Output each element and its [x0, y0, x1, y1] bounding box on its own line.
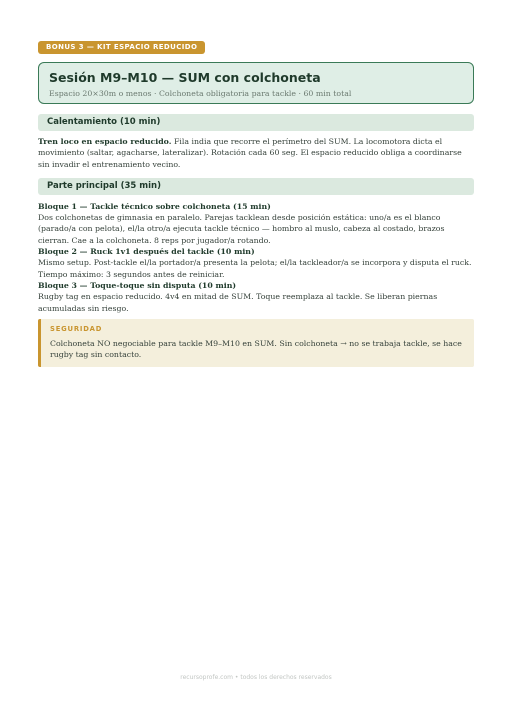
session-subtitle: Espacio 20×30m o menos · Colchoneta obligatoria para tackle · 60 min total [49, 89, 352, 98]
block-title: Bloque 2 — Ruck 1v1 después del tackle (10 min) [38, 247, 255, 257]
callout-label: SEGURIDAD [50, 324, 103, 333]
warmup-text: Fila india que recorre el perímetro del SUM. La locomotora dicta el movimiento (saltar, agacharse, lateralizar). Rotación cada 60 seg. El espacio reducido obliga a coordinarse sin invadir el entrenamiento vecino. [38, 137, 462, 169]
main-heading: Parte principal (35 min) [38, 178, 474, 195]
session-header [38, 62, 474, 104]
block-title: Bloque 1 — Tackle técnico sobre colchoneta (15 min) [38, 201, 271, 211]
safety-callout [38, 319, 474, 368]
document-page [38, 34, 474, 367]
bonus-badge: BONUS 3 — KIT ESPACIO REDUCIDO [38, 41, 205, 54]
warmup-heading: Calentamiento (10 min) [38, 114, 474, 131]
block-text: Mismo setup. Post-tackle el/la portador/a presenta la pelota; el/la tackleador/a se incorpora y disputa el ruck. Tiempo máximo: 3 segundos antes de reiniciar. [38, 258, 472, 279]
warmup-lead: Tren loco en espacio reducido. [38, 137, 172, 146]
block-item [38, 201, 474, 246]
session-title: Sesión M9–M10 — SUM con colchoneta [49, 70, 321, 85]
block-text: Dos colchonetas de gimnasia en paralelo. Parejas tacklean desde posición estática: uno/a es el blanco (parado/a con pelota), el/la otro/a ejecuta tackle técnico — hombro al muslo, cabeza al costado, brazos cierran. Cae a la colchoneta. 8 reps por jugador/a rotando. [38, 213, 445, 245]
block-item [38, 246, 474, 280]
block-title: Bloque 3 — Toque-toque sin disputa (10 min) [38, 280, 237, 290]
block-text: Rugby tag en espacio reducido. 4v4 en mitad de SUM. Toque reemplaza al tackle. Se liberan piernas acumuladas sin riesgo. [38, 292, 438, 313]
warmup-paragraph [38, 136, 474, 170]
block-item [38, 280, 474, 314]
block-list [38, 201, 474, 314]
page-footer: recursoprofe.com • todos los derechos reservados [180, 674, 332, 681]
callout-text: Colchoneta NO negociable para tackle M9–M10 en SUM. Sin colchoneta → no se trabaja tackle, se hace rugby tag sin contacto. [50, 338, 462, 360]
